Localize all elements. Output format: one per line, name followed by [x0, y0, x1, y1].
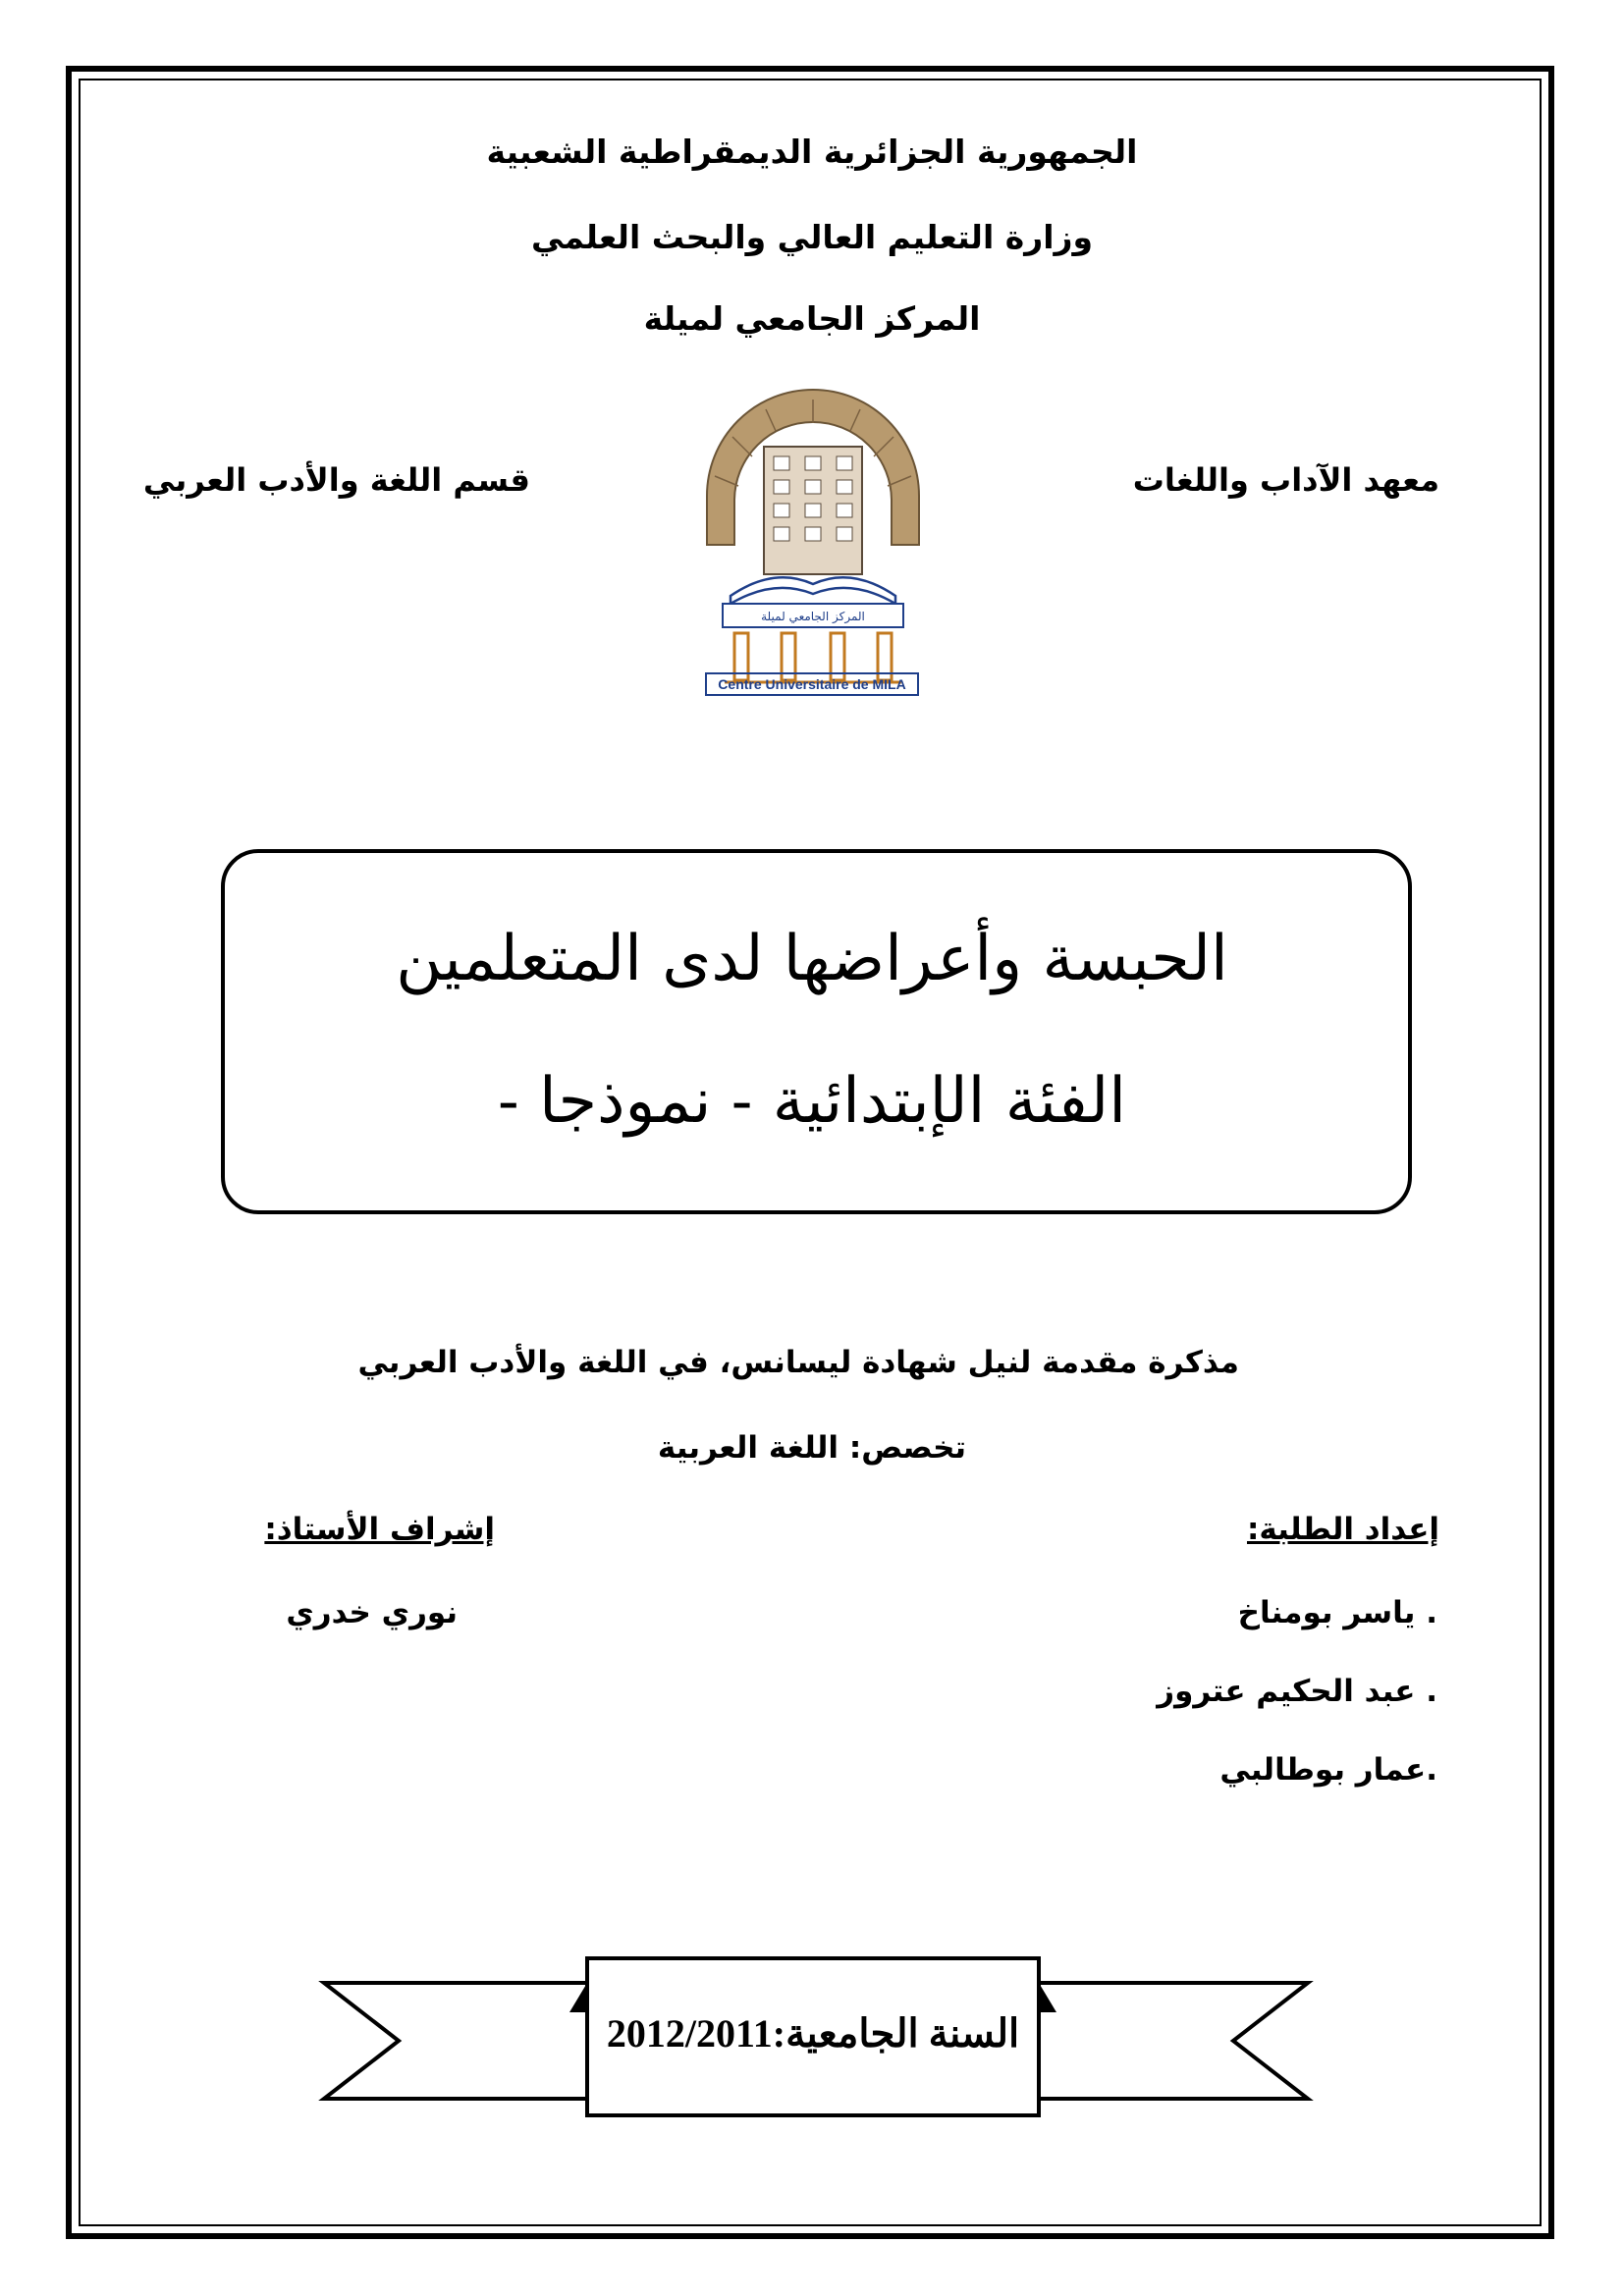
- thesis-title-line-1: الحبسة وأعراضها لدى المتعلمين: [396, 923, 1228, 995]
- ministry-heading: وزارة التعليم العالي والبحث العلمي: [530, 218, 1094, 256]
- institute-label: معهد الآداب واللغات: [1132, 461, 1439, 499]
- student-name-3: .عمار بوطالبي: [1219, 1752, 1437, 1788]
- supervisor-name: نوري خدري: [286, 1595, 458, 1630]
- banner-left-tail: [324, 1983, 587, 2099]
- students-label: إعداد الطلبة:: [1246, 1512, 1439, 1547]
- logo-arabic-text: المركز الجامعي لميلة: [761, 610, 865, 623]
- center-heading: المركز الجامعي لميلة: [643, 299, 981, 338]
- banner-right-tail: [1039, 1983, 1308, 2099]
- republic-heading: الجمهورية الجزائرية الديمقراطية الشعبية: [486, 133, 1138, 171]
- department-label: قسم اللغة والأدب العربي: [142, 461, 530, 499]
- thesis-description: مذكرة مقدمة لنيل شهادة ليسانس، في اللغة والأدب العربي: [357, 1345, 1239, 1380]
- academic-year-label: السنة الجامعية:: [772, 2011, 1020, 2056]
- academic-year-value: 2012/2011: [606, 2011, 773, 2056]
- logo-caption: Centre Universitaire de MILA: [718, 676, 906, 692]
- student-name-2: . عبد الحكيم عتروز: [1157, 1674, 1437, 1709]
- thesis-title-line-2: الفئة الإبتدائية - نموذجا -: [497, 1065, 1127, 1138]
- specialty-label: تخصص: اللغة العربية: [657, 1430, 967, 1466]
- academic-year: [587, 2010, 1039, 2056]
- student-name-1: . ياسر بومناخ: [1237, 1595, 1437, 1630]
- supervisor-label: إشراف الأستاذ:: [264, 1512, 495, 1547]
